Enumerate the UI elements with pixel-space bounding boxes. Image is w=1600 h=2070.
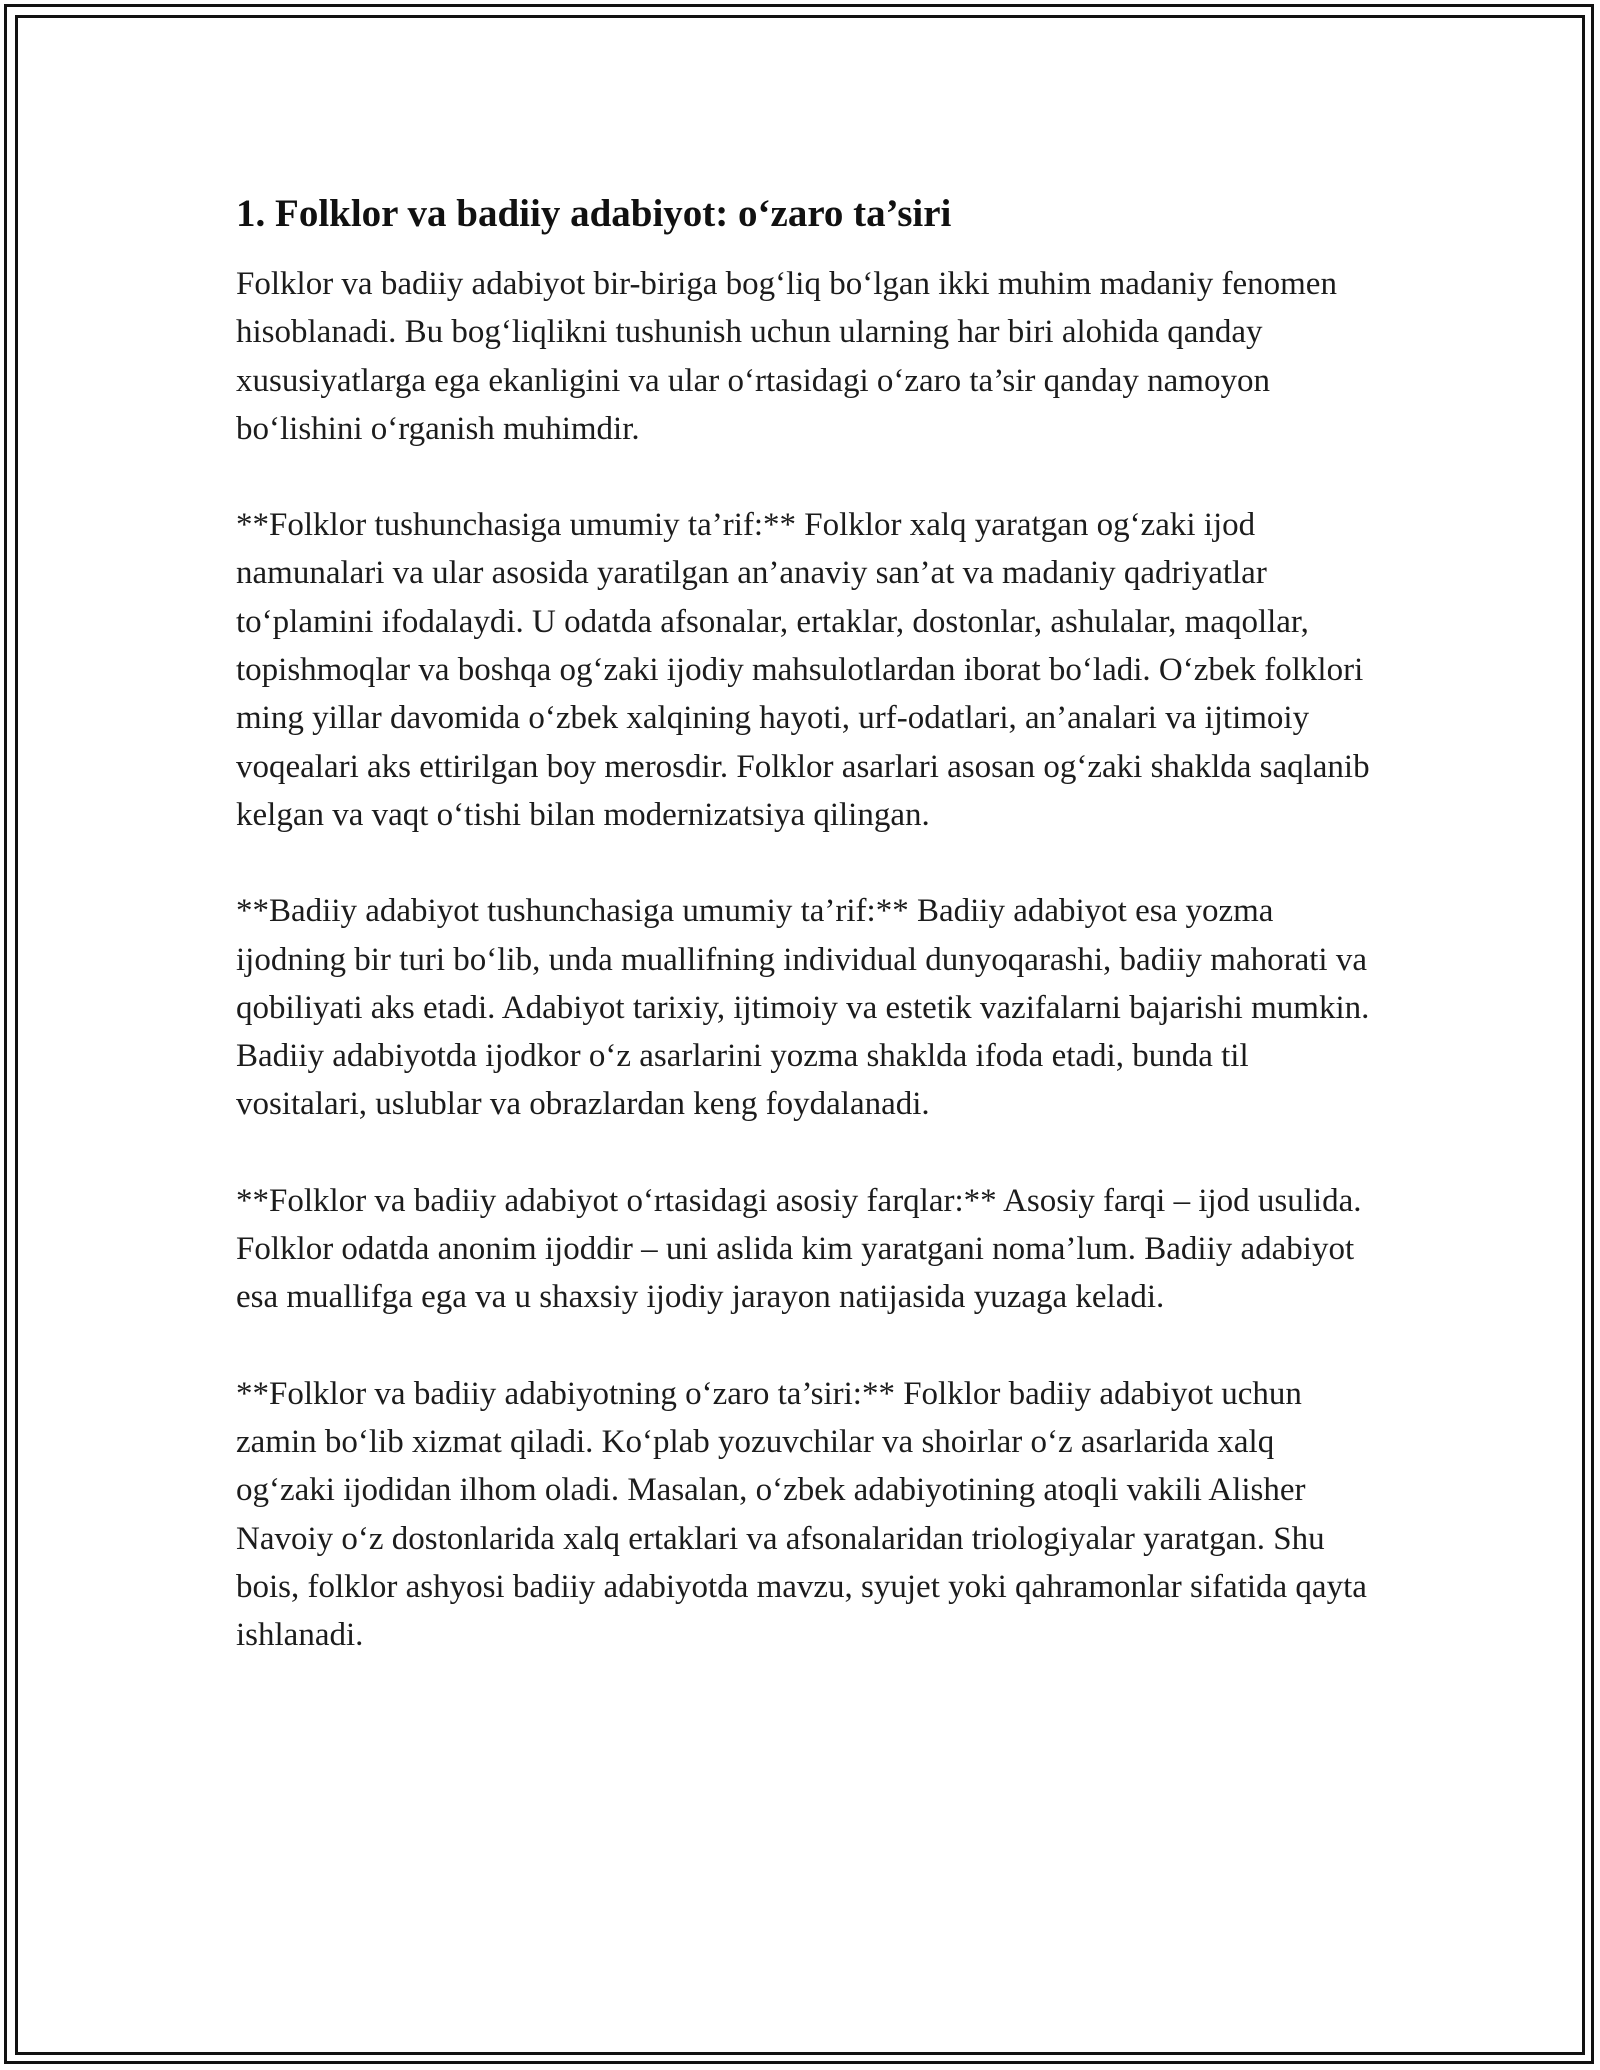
paragraph-mutual-influence: **Folklor va badiiy adabiyotning o‘zaro ta’siri:** Folklor badiiy adabiyot uchun zamin bo‘lib xizmat qiladi. Ko‘plab yozuvchilar va shoirlar o‘z asarlarida xalq og‘zaki ijodidan ilhom oladi. Masalan, o‘zbek adabiyotining atoqli vakili Alisher Navoiy o‘z dostonlarida xalq ertaklari va afsonalaridan triologiyalar yaratgan. Shu bois, folklor ashyosi badiiy adabiyotda mavzu, syujet yoki qahramonlar sifatida qayta ishlanadi. xyxy=(236,1375,1367,1654)
document-body xyxy=(236,190,1376,1707)
section-heading: 1. Folklor va badiiy adabiyot: o‘zaro ta’siri xyxy=(236,192,952,235)
paragraph-folklor-definition: **Folklor tushunchasiga umumiy ta’rif:** Folklor xalq yaratgan og‘zaki ijod namunalari va ular asosida yaratilgan an’anaviy san’at va madaniy qadriyatlar to‘plamini ifodalaydi. U odatda afsonalar, ertaklar, dostonlar, ashulalar, maqollar, topishmoqlar va boshqa og‘zaki ijodiy mahsulotlardan iborat bo‘ladi. O‘zbek folklori ming yillar davomida o‘zbek xalqining hayoti, urf-odatlari, an’analari va ijtimoiy voqealari aks ettirilgan boy merosdir. Folklor asarlari asosan og‘zaki shaklda saqlanib kelgan va vaqt o‘tishi bilan modernizatsiya qilingan. xyxy=(236,507,1370,833)
paragraph-differences: **Folklor va badiiy adabiyot o‘rtasidagi asosiy farqlar:** Asosiy farqi – ijod usulida. Folklor odatda anonim ijoddir – uni aslida kim yaratgani noma’lum. Badiiy adabiyot esa muallifga ega va u shaxsiy ijodiy jarayon natijasida yuzaga keladi. xyxy=(236,1182,1362,1316)
paragraph-intro: Folklor va badiiy adabiyot bir-biriga bog‘liq bo‘lgan ikki muhim madaniy fenomen hisoblanadi. Bu bog‘liqlikni tushunish uchun ularning har biri alohida qanday xususiyatlarga ega ekanligini va ular o‘rtasidagi o‘zaro ta’sir qanday namoyon bo‘lishini o‘rganish muhimdir. xyxy=(236,266,1337,447)
paragraph-badiiy-definition: **Badiiy adabiyot tushunchasiga umumiy ta’rif:** Badiiy adabiyot esa yozma ijodning bir turi bo‘lib, unda muallifning individual dunyoqarashi, badiiy mahorati va qobiliyati aks etadi. Adabiyot tarixiy, ijtimoiy va estetik vazifalarni bajarishi mumkin. Badiiy adabiyotda ijodkor o‘z asarlarini yozma shaklda ifoda etadi, bunda til vositalari, uslublar va obrazlardan keng foydalanadi. xyxy=(236,893,1370,1123)
